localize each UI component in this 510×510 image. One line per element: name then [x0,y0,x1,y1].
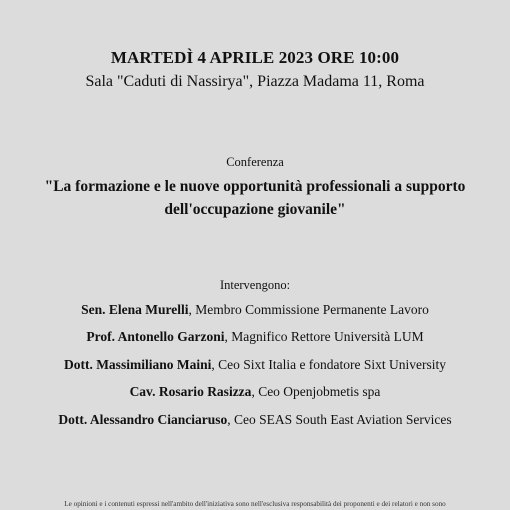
conference-title [0,175,510,221]
speaker-role: , Magnifico Rettore Università LUM [224,329,424,344]
speaker-name: Dott. Alessandro Cianciaruso [58,412,228,427]
event-venue: Sala "Caduti di Nassirya", Piazza Madama 11, Roma [85,73,425,90]
speaker-item [0,412,510,428]
speaker-role: , Ceo Sixt Italia e fondatore Sixt University [211,357,447,372]
speaker-role: , Ceo SEAS South East Aviation Services [227,412,452,427]
speaker-item [0,302,510,318]
conference-title-line-1: "La formazione e le nuove opportunità professionali a supporto [44,178,466,195]
speaker-role: , Ceo Openjobmetis spa [251,384,381,399]
footer-disclaimer: Le opinioni e i contenuti espressi nell'ambito dell'iniziativa sono nell'esclusiva responsabilità dei proponenti e dei relatori e non sono [64,500,446,508]
conference-label: Conferenza [226,155,284,169]
speaker-name: Dott. Massimiliano Maini [63,357,212,372]
speaker-role: , Membro Commissione Permanente Lavoro [188,302,429,317]
speaker-item [0,384,510,400]
speaker-name: Cav. Rosario Rasizza [129,384,252,399]
speaker-item [0,357,510,373]
speaker-name: Prof. Antonello Garzoni [86,329,225,344]
event-date-time: MARTEDÌ 4 APRILE 2023 ORE 10:00 [110,48,400,67]
speaker-name: Sen. Elena Murelli [81,302,189,317]
speakers-label: Intervengono: [219,278,291,292]
speaker-item [0,329,510,345]
conference-title-line-2: dell'occupazione giovanile" [164,201,346,218]
